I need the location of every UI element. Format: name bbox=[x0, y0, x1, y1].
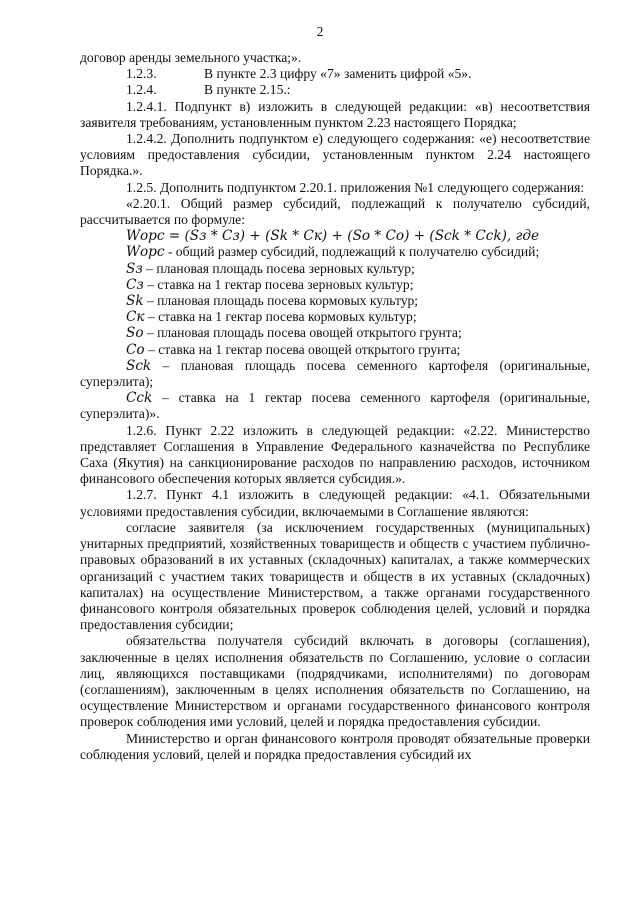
item-1-2-6: 1.2.6. Пункт 2.22 изложить в следующей редакции: «2.22. Министерство представляет Соглашения в Управление Федерального казначейства по Республике Саха (Якутия) на санкционирование расходов по направлению расходов, источником финансового обеспечения которых является субсидия.». bbox=[80, 422, 590, 487]
item-number: 1.2.4. bbox=[126, 82, 157, 98]
variable-definition bbox=[80, 325, 590, 341]
variable-text: - общий размер субсидий, подлежащий к получателю субсидий; bbox=[164, 244, 540, 260]
paragraph-obligations: обязательства получателя субсидий включать в договоры (соглашения), заключенные в целях исполнения обязательств по Соглашению, условие о согласии лиц, являющихся поставщиками (подрядчиками, исполнителями) по договорам (соглашениям), заключенным в целях исполнения обязательств по Соглашению, на осуществление Министерством и органами государственного финансового контроля проверок соблюдения ими условий, целей и порядка предоставления субсидии. bbox=[80, 633, 590, 730]
variable-symbol: Sk bbox=[126, 293, 144, 310]
item-1-2-7: 1.2.7. Пункт 4.1 изложить в следующей редакции: «4.1. Обязательными условиями предоставления субсидии, включаемыми в Соглашение являются: bbox=[80, 487, 590, 519]
variable-definition bbox=[80, 277, 590, 293]
variable-symbol: Wорс bbox=[126, 244, 165, 261]
variable-definition bbox=[80, 244, 590, 260]
variable-text: – плановая площадь посева кормовых культур; bbox=[143, 293, 419, 309]
variable-symbol: Co bbox=[126, 341, 145, 358]
paragraph: договор аренды земельного участка;». bbox=[80, 50, 302, 65]
document-body bbox=[80, 50, 590, 763]
paragraph-inspections: Министерство и орган финансового контроля проводят обязательные проверки соблюдения условий, целей и порядка предоставления субсидий их bbox=[80, 730, 590, 762]
variable-text: – ставка на 1 гектар посева овощей открытого грунта; bbox=[144, 341, 461, 357]
variable-symbol: Sз bbox=[126, 260, 143, 277]
variable-text: – плановая площадь посева зерновых культур; bbox=[142, 260, 415, 276]
item-number: 1.2.3. bbox=[126, 66, 157, 82]
item-1-2-3 bbox=[80, 66, 590, 82]
formula-intro: «2.20.1. Общий размер субсидий, подлежащий к получателю субсидий, рассчитывается по формуле: bbox=[80, 195, 590, 228]
variable-symbol: So bbox=[126, 325, 144, 342]
item-text: В пункте 2.15.: bbox=[204, 82, 291, 98]
item-1-2-4-2: 1.2.4.2. Дополнить подпунктом е) следующего содержания: «е) несоответствие условиям предоставления субсидии, установленным пунктом 2.24 настоящего Порядка.». bbox=[80, 131, 590, 179]
variable-text: – плановая площадь посева семенного картофеля (оригинальные, суперэлита); bbox=[80, 357, 590, 390]
item-1-2-4-1: 1.2.4.1. Подпункт в) изложить в следующей редакции: «в) несоответствия заявителя требованиям, установленным пунктом 2.23 настоящего Порядка; bbox=[80, 98, 590, 130]
variable-text: – ставка на 1 гектар посева кормовых культур; bbox=[144, 309, 417, 325]
variable-text: – ставка на 1 гектар посева зерновых культур; bbox=[143, 276, 414, 292]
variable-symbol: Sck bbox=[126, 357, 152, 374]
variable-definition bbox=[80, 342, 590, 358]
variable-definition bbox=[80, 261, 590, 277]
variable-definition bbox=[80, 293, 590, 309]
variable-definition bbox=[80, 309, 590, 325]
variable-symbol: Сз bbox=[126, 276, 144, 293]
variable-definition bbox=[80, 358, 590, 390]
page-number: 2 bbox=[316, 24, 324, 39]
variable-definition bbox=[80, 390, 590, 422]
subsidy-formula: Wорс = (Sз * Сз) + (Sk * Ск) + (So * Co) + (Sck * Cck), где bbox=[126, 228, 540, 245]
variable-text: – ставка на 1 гектар посева семенного картофеля (оригинальные, суперэлита)». bbox=[80, 390, 590, 422]
variable-symbol: Cck bbox=[126, 390, 153, 407]
item-text: В пункте 2.3 цифру «7» заменить цифрой «5». bbox=[204, 66, 472, 82]
variable-symbol: Ск bbox=[126, 309, 145, 326]
variable-text: – плановая площадь посева овощей открытого грунта; bbox=[143, 325, 462, 341]
item-1-2-4 bbox=[80, 82, 590, 98]
paragraph-consent: согласие заявителя (за исключением государственных (муниципальных) унитарных предприятий, хозяйственных товариществ и обществ с участием публично-правовых образований в их уставных (складочных) капиталах, а также коммерческих организаций с участием таких товариществ и обществ в их уставных (складочных) капиталах) на осуществление Министерством, а также органами государственного финансового контроля обязательных проверок соблюдения целей, условий и порядка предоставления субсидии; bbox=[80, 519, 590, 633]
item-1-2-5: 1.2.5. Дополнить подпунктом 2.20.1. приложения №1 следующего содержания: bbox=[126, 179, 585, 195]
